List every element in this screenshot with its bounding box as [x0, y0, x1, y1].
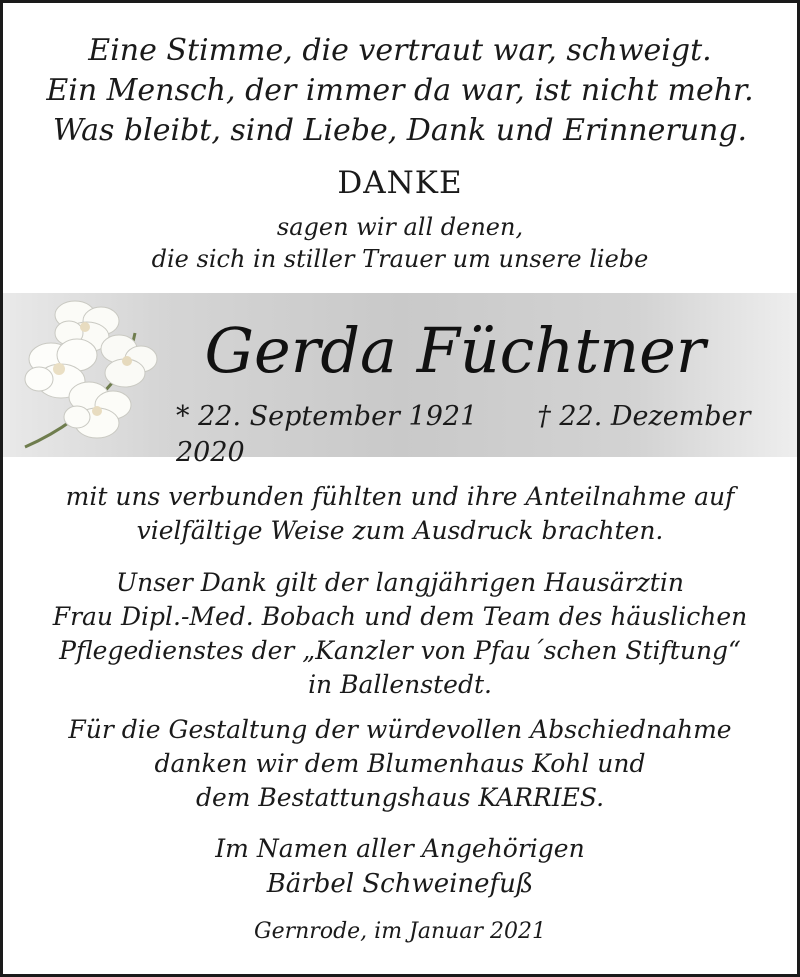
danke-line-1: sagen wir all denen,	[276, 213, 524, 241]
paragraph-1-line-1: mit uns verbunden fühlten und ihre Anteilnahme auf	[65, 482, 735, 511]
paragraph-1-line-2: vielfältige Weise zum Ausdruck brachten.	[136, 516, 664, 545]
name-band	[3, 293, 797, 468]
paragraph-3-line-3: dem Bestattungshaus KARRIES.	[195, 783, 605, 812]
danke-subtext	[3, 211, 797, 275]
paragraph-3	[3, 713, 797, 815]
paragraph-3-line-1: Für die Gestaltung der würdevollen Abschiednahme	[68, 715, 732, 744]
signature-intro: Im Namen aller Angehörigen	[215, 834, 585, 863]
paragraph-2-line-4: in Ballenstedt.	[308, 670, 492, 699]
place-date: Gernrode, im Januar 2021	[254, 919, 546, 944]
verse-line-1: Eine Stimme, die vertraut war, schweigt.	[88, 33, 712, 68]
life-dates	[176, 399, 797, 471]
verse	[3, 31, 797, 151]
danke-heading: DANKE	[337, 165, 463, 201]
paragraph-3-line-2: danken wir dem Blumenhaus Kohl und	[154, 749, 646, 778]
paragraph-2-line-1: Unser Dank gilt der langjährigen Hausärztin	[116, 568, 684, 597]
verse-line-3: Was bleibt, sind Liebe, Dank und Erinnerung.	[52, 113, 748, 148]
verse-line-2: Ein Mensch, der immer da war, ist nicht mehr.	[46, 73, 754, 108]
signature-name: Bärbel Schweinefuß	[266, 869, 534, 899]
death-date: † 22. Dezember 2020	[176, 401, 751, 468]
paragraph-2-line-2: Frau Dipl.-Med. Bobach und dem Team des häuslichen	[52, 602, 748, 631]
deceased-name: Gerda Füchtner	[204, 314, 706, 387]
danke-line-2: die sich in stiller Trauer um unsere liebe	[151, 245, 649, 273]
paragraph-2-line-3: Pflegedienstes der „Kanzler von Pfau´schen Stiftung“	[59, 636, 741, 665]
birth-date: * 22. September 1921	[176, 401, 478, 432]
paragraph-1	[3, 480, 797, 548]
paragraph-2	[3, 566, 797, 702]
